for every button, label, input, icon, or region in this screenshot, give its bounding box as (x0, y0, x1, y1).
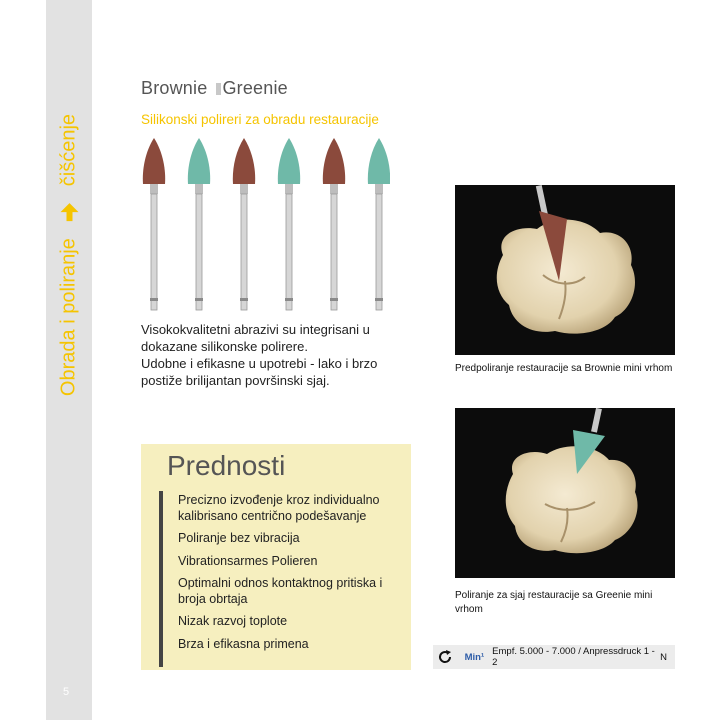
page-number: 5 (63, 686, 70, 698)
advantage-item: Poliranje bez vibracija (178, 531, 300, 545)
bur-6 (368, 138, 390, 310)
photo-brownie-prepolish (455, 185, 675, 355)
bur-5 (323, 138, 345, 310)
title-brownie: Brownie (141, 78, 208, 98)
photo-greenie-polish (455, 408, 675, 578)
arrow-up-icon (59, 202, 79, 222)
advantage-item: Nizak razvoj toplote (178, 614, 288, 628)
bur-4 (278, 138, 300, 310)
rotation-icon (433, 649, 457, 665)
advantages-divider (159, 491, 163, 667)
description-line-2: Udobne i efikasne u upotrebi - lako i brzo postiže brilijantan površinski sjaj. (141, 356, 378, 388)
section-label-primary: Obrada i poliranje (57, 238, 80, 397)
section-label (58, 114, 81, 396)
advantage-item: Vibrationsarmes Polieren (178, 553, 318, 568)
advantage-item: Optimalni odnos kontaktnog pritiska i broja obrtaja (178, 576, 383, 606)
section-label-secondary: čišćenje (57, 113, 80, 187)
advantage-item: Precizno izvođenje kroz individualno kalibrisano centrično podešavanje (178, 493, 380, 523)
title-greenie: Greenie (222, 78, 288, 98)
title-separator (216, 83, 221, 95)
page-title (141, 78, 288, 99)
caption-greenie: Poliranje za sjaj restauracije sa Greenie mini vrhom (455, 590, 653, 615)
advantages-list (178, 493, 408, 659)
product-description (141, 321, 411, 389)
bur-3 (233, 138, 255, 310)
caption-brownie: Predpoliranje restauracije sa Brownie mini vrhom (455, 363, 673, 374)
bur-1 (143, 138, 165, 310)
description-line-1: Visokokvalitetni abrazivi su integrisani u dokazane silikonske polirere. (141, 322, 370, 354)
advantages-title: Prednosti (167, 450, 286, 481)
speed-suffix: N (660, 651, 667, 663)
advantage-item: Brza i efikasna primena (178, 636, 309, 651)
speed-text: Empf. 5.000 - 7.000 / Anpressdruck 1 - 2 (492, 646, 655, 668)
page-subtitle: Silikonski polireri za obradu restauracije (141, 112, 379, 127)
product-burs-image (134, 138, 390, 318)
min-label: Min¹ (464, 651, 485, 663)
bur-2 (188, 138, 210, 310)
speed-info-strip (433, 645, 675, 669)
